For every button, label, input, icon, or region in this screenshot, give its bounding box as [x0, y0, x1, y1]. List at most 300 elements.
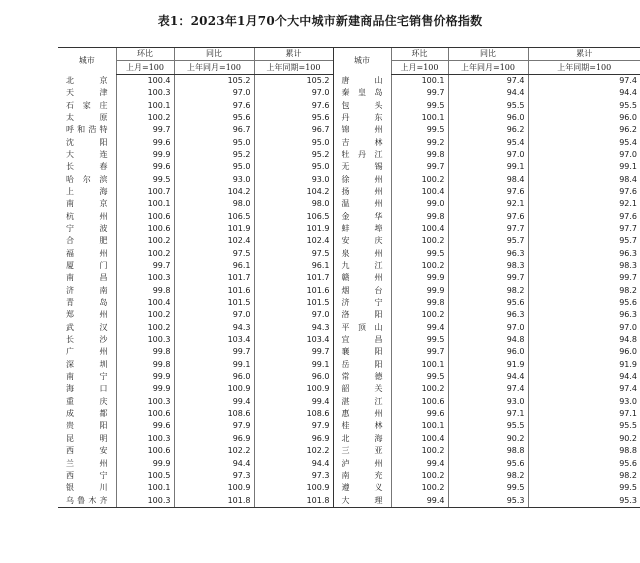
table-row	[58, 334, 640, 346]
table-row	[58, 371, 640, 383]
yoy-cell-right: 96.3	[448, 248, 528, 260]
mom-cell-left: 100.3	[116, 433, 174, 445]
yoy-cell-left: 103.4	[174, 334, 254, 346]
city-cell-right: 湛 江	[333, 396, 391, 408]
mom-cell-right: 100.1	[391, 420, 448, 432]
yoy-cell-left: 96.0	[174, 371, 254, 383]
cum-cell-right: 97.7	[528, 223, 640, 235]
cum-cell-right: 99.7	[528, 272, 640, 284]
yoy-cell-right: 96.2	[448, 124, 528, 136]
mom-cell-right: 100.1	[391, 74, 448, 87]
city-cell-right: 扬 州	[333, 186, 391, 198]
table-row	[58, 99, 640, 111]
cum-cell-right: 97.4	[528, 383, 640, 395]
table-row	[58, 494, 640, 507]
mom-cell-right: 100.2	[391, 445, 448, 457]
city-cell-right: 泉 州	[333, 248, 391, 260]
cum-cell-left: 97.5	[254, 248, 333, 260]
cum-cell-right: 95.3	[528, 494, 640, 507]
yoy-cell-right: 91.9	[448, 359, 528, 371]
mom-cell-right: 99.5	[391, 248, 448, 260]
cum-cell-left: 94.4	[254, 457, 333, 469]
mom-cell-left: 99.9	[116, 149, 174, 161]
cum-cell-left: 100.9	[254, 383, 333, 395]
cum-cell-left: 96.9	[254, 433, 333, 445]
yoy-cell-left: 93.0	[174, 173, 254, 185]
cum-cell-left: 103.4	[254, 334, 333, 346]
cum-cell-right: 95.4	[528, 136, 640, 148]
cum-cell-left: 97.0	[254, 309, 333, 321]
mom-cell-left: 100.1	[116, 198, 174, 210]
mom-cell-left: 100.3	[116, 396, 174, 408]
mom-cell-right: 100.1	[391, 112, 448, 124]
yoy-cell-right: 99.1	[448, 161, 528, 173]
mom-cell-right: 99.5	[391, 334, 448, 346]
table-row	[58, 260, 640, 272]
cum-cell-left: 101.9	[254, 223, 333, 235]
city-cell-right: 蚌 埠	[333, 223, 391, 235]
yoy-cell-right: 95.4	[448, 136, 528, 148]
city-cell-left: 杭 州	[66, 211, 108, 221]
mom-cell-left: 99.7	[116, 124, 174, 136]
city-cell-right: 锦 州	[333, 124, 391, 136]
city-cell-left: 西 安	[66, 446, 108, 456]
city-cell-left: 大 连	[66, 149, 108, 159]
mom-cell-left: 99.5	[116, 173, 174, 185]
city-cell-left: 南 京	[66, 199, 108, 209]
mom-cell-left: 100.2	[116, 235, 174, 247]
city-cell-left: 哈尔滨	[66, 174, 108, 184]
city-cell-left: 重 庆	[66, 396, 108, 406]
yoy-cell-right: 95.5	[448, 420, 528, 432]
city-cell-right: 秦皇岛	[333, 87, 391, 99]
table-row	[58, 173, 640, 185]
cum-cell-left: 99.4	[254, 396, 333, 408]
cum-cell-left: 99.7	[254, 346, 333, 358]
mom-header-left: 环比	[116, 48, 174, 61]
city-cell-left: 济 南	[66, 285, 108, 295]
yoy-cell-right: 95.7	[448, 235, 528, 247]
cum-cell-right: 99.5	[528, 482, 640, 494]
yoy-cell-right: 97.0	[448, 322, 528, 334]
yoy-cell-right: 97.4	[448, 74, 528, 87]
cum-cell-left: 101.7	[254, 272, 333, 284]
yoy-cell-left: 101.6	[174, 285, 254, 297]
mom-cell-right: 100.2	[391, 173, 448, 185]
yoy-cell-right: 98.2	[448, 285, 528, 297]
cum-cell-left: 95.6	[254, 112, 333, 124]
cum-cell-right: 96.3	[528, 248, 640, 260]
table-row	[58, 161, 640, 173]
yoy-cell-left: 99.1	[174, 359, 254, 371]
mom-subheader-left: 上月=100	[116, 61, 174, 74]
city-cell-right: 赣 州	[333, 272, 391, 284]
cum-cell-right: 96.0	[528, 112, 640, 124]
yoy-cell-left: 97.9	[174, 420, 254, 432]
city-cell-right: 平顶山	[333, 322, 391, 334]
mom-cell-left: 99.8	[116, 359, 174, 371]
yoy-cell-left: 95.0	[174, 161, 254, 173]
yoy-cell-right: 95.6	[448, 457, 528, 469]
cum-cell-right: 91.9	[528, 359, 640, 371]
yoy-cell-left: 97.6	[174, 99, 254, 111]
yoy-cell-left: 95.6	[174, 112, 254, 124]
cum-cell-left: 97.6	[254, 99, 333, 111]
yoy-cell-left: 101.5	[174, 297, 254, 309]
mom-cell-right: 100.2	[391, 383, 448, 395]
mom-cell-left: 99.6	[116, 420, 174, 432]
table-row	[58, 235, 640, 247]
cum-cell-left: 95.0	[254, 136, 333, 148]
table-title: 表1：2023年1月70个大中城市新建商品住宅销售价格指数	[157, 14, 483, 28]
city-cell-left: 兰 州	[66, 458, 108, 468]
yoy-cell-right: 90.2	[448, 433, 528, 445]
cum-cell-left: 104.2	[254, 186, 333, 198]
table-row	[58, 420, 640, 432]
yoy-cell-right: 97.6	[448, 186, 528, 198]
city-cell-right: 北 海	[333, 433, 391, 445]
cum-cell-right: 93.0	[528, 396, 640, 408]
city-cell-left: 石家庄	[66, 100, 108, 110]
table-row	[58, 383, 640, 395]
cum-cell-right: 95.6	[528, 297, 640, 309]
city-cell-right: 唐 山	[333, 74, 391, 87]
header-row	[58, 48, 640, 61]
cum-cell-right: 95.5	[528, 420, 640, 432]
mom-cell-left: 100.4	[116, 74, 174, 87]
city-cell-left: 青 岛	[66, 298, 108, 308]
yoy-cell-right: 99.7	[448, 272, 528, 284]
yoy-cell-right: 95.6	[448, 297, 528, 309]
city-cell-left: 沈 阳	[66, 137, 108, 147]
cum-cell-right: 94.4	[528, 371, 640, 383]
yoy-cell-right: 97.6	[448, 210, 528, 222]
table-row	[58, 285, 640, 297]
city-cell-left: 成 都	[66, 409, 108, 419]
mom-cell-right: 100.2	[391, 309, 448, 321]
yoy-header-right: 同比	[448, 48, 528, 61]
mom-cell-left: 100.2	[116, 248, 174, 260]
cum-cell-right: 92.1	[528, 198, 640, 210]
yoy-cell-left: 97.0	[174, 309, 254, 321]
city-cell-left: 贵 阳	[66, 421, 108, 431]
mom-cell-left: 100.2	[116, 322, 174, 334]
city-cell-left: 长 春	[66, 162, 108, 172]
yoy-cell-left: 106.5	[174, 210, 254, 222]
cum-cell-right: 95.6	[528, 457, 640, 469]
cum-cell-right: 97.0	[528, 322, 640, 334]
city-cell-left: 南 宁	[66, 372, 108, 382]
cum-cell-right: 98.2	[528, 285, 640, 297]
mom-cell-left: 100.6	[116, 445, 174, 457]
city-cell-left: 深 圳	[66, 359, 108, 369]
cum-cell-left: 96.0	[254, 371, 333, 383]
yoy-cell-right: 94.8	[448, 334, 528, 346]
mom-cell-right: 99.7	[391, 87, 448, 99]
cum-cell-left: 105.2	[254, 74, 333, 87]
cum-cell-right: 96.2	[528, 124, 640, 136]
city-cell-left: 上 海	[66, 186, 108, 196]
yoy-cell-left: 97.5	[174, 248, 254, 260]
yoy-cell-right: 98.4	[448, 173, 528, 185]
mom-cell-left: 100.3	[116, 272, 174, 284]
city-cell-right: 金 华	[333, 210, 391, 222]
yoy-cell-right: 96.3	[448, 309, 528, 321]
table-row	[58, 223, 640, 235]
cum-cell-right: 99.1	[528, 161, 640, 173]
table-row	[58, 396, 640, 408]
table-row	[58, 445, 640, 457]
city-cell-left: 天 津	[66, 88, 108, 98]
yoy-cell-left: 104.2	[174, 186, 254, 198]
yoy-cell-right: 95.5	[448, 99, 528, 111]
mom-cell-right: 100.4	[391, 433, 448, 445]
yoy-cell-left: 98.0	[174, 198, 254, 210]
city-cell-right: 桂 林	[333, 420, 391, 432]
city-cell-right: 泸 州	[333, 457, 391, 469]
table-row	[58, 198, 640, 210]
mom-cell-left: 100.6	[116, 210, 174, 222]
city-cell-left: 长 沙	[66, 335, 108, 345]
cum-cell-right: 97.6	[528, 210, 640, 222]
city-cell-right: 济 宁	[333, 297, 391, 309]
table-row	[58, 408, 640, 420]
city-cell-right: 常 德	[333, 371, 391, 383]
city-cell-right: 洛 阳	[333, 309, 391, 321]
mom-cell-left: 100.3	[116, 334, 174, 346]
yoy-cell-left: 101.7	[174, 272, 254, 284]
city-cell-left: 厦 门	[66, 261, 108, 271]
table-row	[58, 457, 640, 469]
mom-cell-right: 99.0	[391, 198, 448, 210]
city-cell-right: 丹 东	[333, 112, 391, 124]
yoy-cell-right: 98.3	[448, 260, 528, 272]
yoy-subheader-left: 上年同月=100	[174, 61, 254, 74]
cum-cell-left: 101.6	[254, 285, 333, 297]
city-cell-right: 吉 林	[333, 136, 391, 148]
mom-cell-right: 99.5	[391, 371, 448, 383]
cum-cell-left: 97.3	[254, 470, 333, 482]
cum-cell-left: 102.2	[254, 445, 333, 457]
cum-cell-right: 94.8	[528, 334, 640, 346]
city-cell-left: 海 口	[66, 384, 108, 394]
mom-cell-left: 99.9	[116, 383, 174, 395]
yoy-cell-left: 99.7	[174, 346, 254, 358]
cum-header-left: 累计	[254, 48, 333, 61]
mom-cell-right: 99.6	[391, 408, 448, 420]
mom-cell-right: 100.2	[391, 470, 448, 482]
city-cell-right: 无 锡	[333, 161, 391, 173]
cum-cell-right: 97.0	[528, 149, 640, 161]
cum-cell-left: 98.0	[254, 198, 333, 210]
table-row	[58, 248, 640, 260]
city-cell-left: 宁 波	[66, 223, 108, 233]
mom-cell-left: 100.6	[116, 408, 174, 420]
cum-cell-left: 95.0	[254, 161, 333, 173]
yoy-cell-right: 99.5	[448, 482, 528, 494]
city-cell-left: 广 州	[66, 347, 108, 357]
yoy-cell-left: 102.4	[174, 235, 254, 247]
yoy-cell-left: 94.3	[174, 322, 254, 334]
city-cell-right: 安 庆	[333, 235, 391, 247]
mom-cell-right: 99.5	[391, 124, 448, 136]
yoy-cell-right: 95.3	[448, 494, 528, 507]
cum-cell-left: 101.8	[254, 494, 333, 507]
yoy-cell-left: 105.2	[174, 74, 254, 87]
city-cell-right: 宜 昌	[333, 334, 391, 346]
mom-cell-right: 100.6	[391, 396, 448, 408]
yoy-cell-right: 96.0	[448, 112, 528, 124]
cum-cell-right: 98.4	[528, 173, 640, 185]
mom-cell-left: 100.4	[116, 297, 174, 309]
table-row	[58, 74, 640, 87]
yoy-cell-right: 93.0	[448, 396, 528, 408]
mom-cell-left: 99.8	[116, 285, 174, 297]
city-cell-left: 乌鲁木齐	[58, 494, 116, 507]
mom-cell-right: 99.9	[391, 272, 448, 284]
table-row	[58, 322, 640, 334]
table-row	[58, 470, 640, 482]
mom-cell-left: 100.1	[116, 482, 174, 494]
mom-cell-right: 99.4	[391, 322, 448, 334]
yoy-cell-left: 100.9	[174, 383, 254, 395]
mom-cell-right: 99.2	[391, 136, 448, 148]
mom-cell-left: 100.5	[116, 470, 174, 482]
city-cell-right: 三 亚	[333, 445, 391, 457]
yoy-cell-left: 108.6	[174, 408, 254, 420]
yoy-header-left: 同比	[174, 48, 254, 61]
city-cell-left: 福 州	[66, 248, 108, 258]
mom-cell-left: 99.6	[116, 161, 174, 173]
cum-cell-left: 101.5	[254, 297, 333, 309]
table-row	[58, 186, 640, 198]
cum-cell-right: 97.6	[528, 186, 640, 198]
cum-cell-left: 100.9	[254, 482, 333, 494]
table-row	[58, 346, 640, 358]
city-cell-left: 银 川	[66, 483, 108, 493]
yoy-cell-left: 96.1	[174, 260, 254, 272]
city-header-right: 城市	[333, 48, 391, 75]
cum-cell-left: 99.1	[254, 359, 333, 371]
table-row	[58, 112, 640, 124]
cum-header-right: 累计	[528, 48, 640, 61]
city-cell-right: 温 州	[333, 198, 391, 210]
city-cell-left: 南 昌	[66, 273, 108, 283]
mom-cell-right: 99.4	[391, 457, 448, 469]
mom-cell-left: 100.2	[116, 309, 174, 321]
yoy-cell-right: 97.4	[448, 383, 528, 395]
cum-cell-right: 94.4	[528, 87, 640, 99]
mom-cell-right: 99.8	[391, 210, 448, 222]
mom-cell-right: 99.7	[391, 161, 448, 173]
mom-cell-right: 99.5	[391, 99, 448, 111]
city-cell-right: 大 理	[333, 494, 391, 507]
mom-cell-left: 100.6	[116, 223, 174, 235]
yoy-cell-left: 100.9	[174, 482, 254, 494]
city-cell-right: 韶 关	[333, 383, 391, 395]
city-cell-right: 岳 阳	[333, 359, 391, 371]
mom-cell-right: 99.7	[391, 346, 448, 358]
mom-cell-left: 99.8	[116, 346, 174, 358]
city-cell-left: 昆 明	[66, 433, 108, 443]
yoy-cell-left: 94.4	[174, 457, 254, 469]
mom-cell-left: 100.3	[116, 494, 174, 507]
city-cell-left: 北 京	[66, 75, 108, 85]
cum-cell-left: 94.3	[254, 322, 333, 334]
cum-cell-right: 98.8	[528, 445, 640, 457]
cum-cell-left: 102.4	[254, 235, 333, 247]
table-row	[58, 149, 640, 161]
yoy-cell-left: 96.9	[174, 433, 254, 445]
mom-cell-left: 100.2	[116, 112, 174, 124]
table-row	[58, 482, 640, 494]
table-row	[58, 359, 640, 371]
table-row	[58, 124, 640, 136]
city-cell-right: 遵 义	[333, 482, 391, 494]
yoy-cell-right: 94.4	[448, 371, 528, 383]
mom-cell-left: 99.7	[116, 260, 174, 272]
table-row	[58, 309, 640, 321]
mom-cell-right: 100.4	[391, 223, 448, 235]
city-cell-left: 郑 州	[66, 310, 108, 320]
yoy-cell-right: 98.2	[448, 470, 528, 482]
cum-cell-right: 98.2	[528, 470, 640, 482]
cum-cell-left: 97.0	[254, 87, 333, 99]
city-cell-left: 合 肥	[66, 236, 108, 246]
mom-header-right: 环比	[391, 48, 448, 61]
yoy-cell-right: 97.7	[448, 223, 528, 235]
cum-cell-left: 95.2	[254, 149, 333, 161]
table-row	[58, 210, 640, 222]
city-cell-left: 西 宁	[66, 470, 108, 480]
city-cell-left: 呼和浩特	[66, 125, 108, 135]
mom-cell-right: 99.9	[391, 285, 448, 297]
table-row	[58, 272, 640, 284]
city-header-left: 城市	[58, 48, 116, 75]
price-index-table	[58, 47, 640, 508]
city-cell-left: 太 原	[66, 112, 108, 122]
mom-cell-right: 100.4	[391, 186, 448, 198]
yoy-cell-left: 96.7	[174, 124, 254, 136]
table-row	[58, 297, 640, 309]
city-cell-left: 武 汉	[66, 322, 108, 332]
yoy-cell-left: 99.4	[174, 396, 254, 408]
yoy-cell-left: 95.2	[174, 149, 254, 161]
city-cell-right: 烟 台	[333, 285, 391, 297]
mom-cell-right: 99.8	[391, 149, 448, 161]
cum-cell-left: 93.0	[254, 173, 333, 185]
cum-cell-right: 95.5	[528, 99, 640, 111]
cum-cell-left: 106.5	[254, 210, 333, 222]
yoy-cell-left: 101.8	[174, 494, 254, 507]
mom-cell-left: 99.9	[116, 457, 174, 469]
mom-cell-right: 100.2	[391, 260, 448, 272]
city-cell-right: 九 江	[333, 260, 391, 272]
mom-cell-left: 100.3	[116, 87, 174, 99]
cum-subheader-left: 上年同期=100	[254, 61, 333, 74]
mom-cell-right: 100.2	[391, 235, 448, 247]
yoy-cell-right: 96.0	[448, 346, 528, 358]
mom-cell-right: 99.4	[391, 494, 448, 507]
cum-cell-right: 96.0	[528, 346, 640, 358]
table-row	[58, 136, 640, 148]
cum-cell-left: 97.9	[254, 420, 333, 432]
cum-cell-right: 97.4	[528, 74, 640, 87]
mom-cell-right: 100.2	[391, 482, 448, 494]
yoy-cell-right: 92.1	[448, 198, 528, 210]
city-cell-right: 包 头	[333, 99, 391, 111]
yoy-cell-right: 94.4	[448, 87, 528, 99]
